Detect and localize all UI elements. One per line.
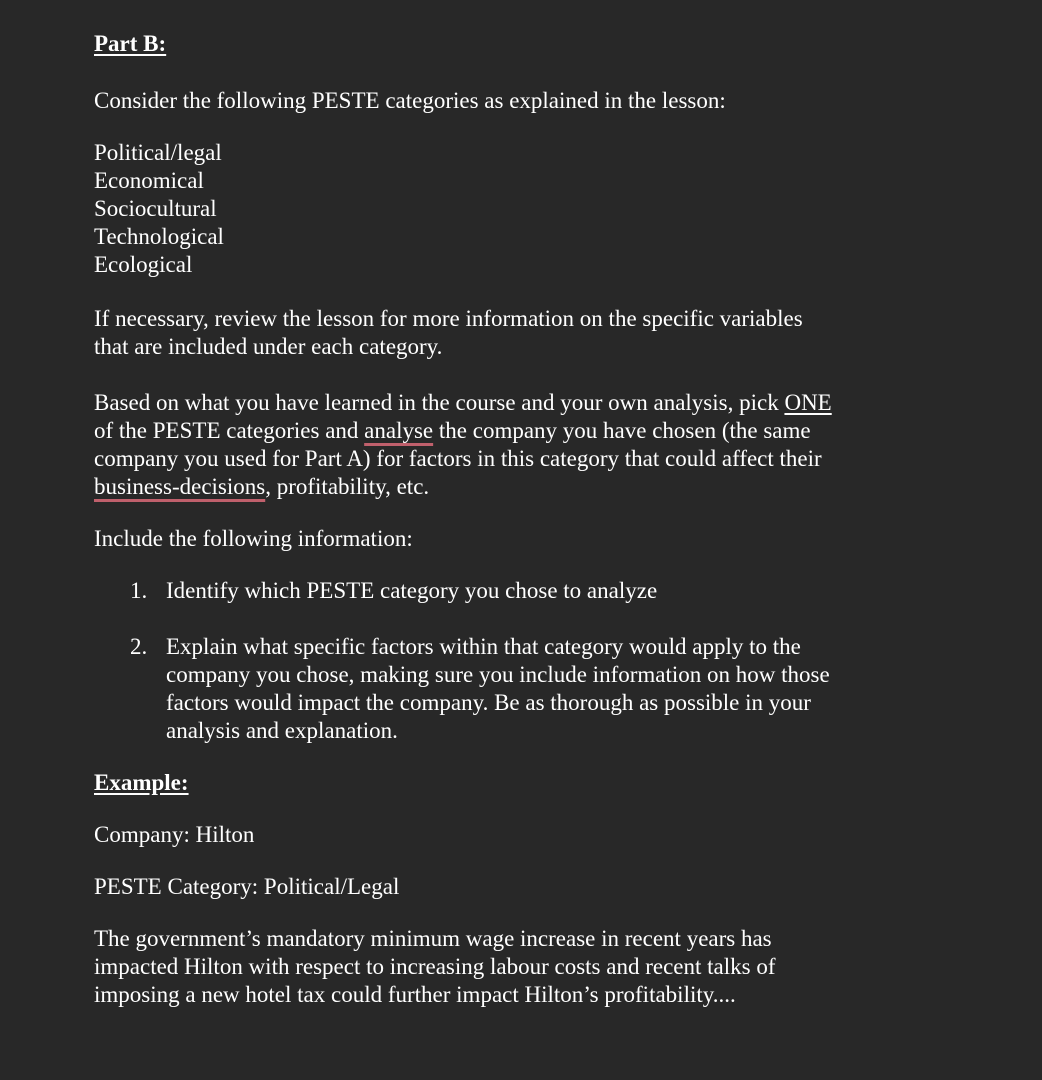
- category-item: Sociocultural: [94, 196, 217, 221]
- task-line: factors would impact the company. Be as thorough as possible in your: [166, 690, 811, 715]
- instructions-line: business-decisions, profitability, etc.: [94, 474, 430, 499]
- part-b-heading: Part B:: [94, 31, 167, 56]
- instructions-line: company you used for Part A) for factors in this category that could affect their: [94, 446, 822, 471]
- example-heading: Example:: [94, 770, 189, 795]
- intro-paragraph: Consider the following PESTE categories as explained in the lesson:: [94, 88, 726, 113]
- category-item: Political/legal: [94, 140, 222, 165]
- review-note-line: that are included under each category.: [94, 334, 443, 359]
- spellcheck-underlined-word[interactable]: analyse: [364, 418, 434, 443]
- task-line: Identify which PESTE category you chose to analyze: [166, 578, 658, 603]
- example-text-line: impacted Hilton with respect to increasing labour costs and recent talks of: [94, 954, 776, 979]
- example-category: PESTE Category: Political/Legal: [94, 874, 400, 899]
- example-company: Company: Hilton: [94, 822, 255, 847]
- instructions-line: of the PESTE categories and analyse the company you have chosen (the same: [94, 418, 811, 443]
- task-number: 2.: [130, 634, 148, 659]
- task-number: 1.: [130, 578, 148, 603]
- category-item: Technological: [94, 224, 224, 249]
- example-text-line: imposing a new hotel tax could further impact Hilton’s profitability....: [94, 982, 736, 1007]
- task-line: Explain what specific factors within that category would apply to the: [166, 634, 801, 659]
- instructions-paragraph: [94, 389, 914, 501]
- include-label: Include the following information:: [94, 526, 413, 551]
- task-line: company you chose, making sure you include information on how those: [166, 662, 830, 687]
- category-item: Economical: [94, 168, 204, 193]
- example-text-paragraph: [94, 925, 914, 1009]
- emphasis-one: ONE: [784, 390, 832, 415]
- task-list: [94, 577, 914, 745]
- example-text-line: The government’s mandatory minimum wage increase in recent years has: [94, 926, 772, 951]
- instructions-line: Based on what you have learned in the course and your own analysis, pick ONE: [94, 390, 832, 415]
- task-line: analysis and explanation.: [166, 718, 398, 743]
- review-note-line: If necessary, review the lesson for more information on the specific variables: [94, 306, 803, 331]
- document-body: [94, 30, 914, 1009]
- task-item: [94, 633, 914, 745]
- task-item: [94, 577, 914, 605]
- peste-category-list: [94, 139, 914, 279]
- category-item: Ecological: [94, 252, 193, 277]
- review-note-paragraph: [94, 305, 914, 361]
- spellcheck-underlined-word[interactable]: business-decisions: [94, 474, 266, 499]
